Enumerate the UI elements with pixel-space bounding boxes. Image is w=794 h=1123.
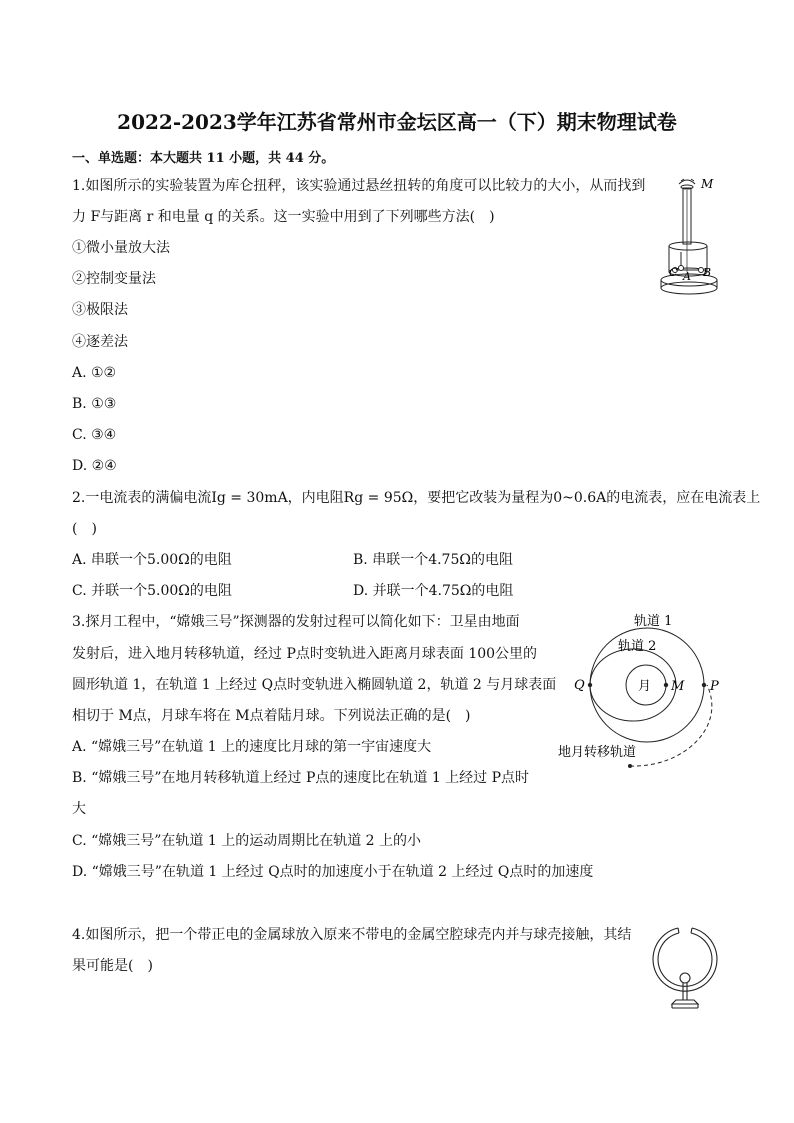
label-m: M (671, 679, 685, 694)
label-q: Q (574, 678, 585, 693)
q1-option-c: C. ③④ (72, 427, 117, 443)
transfer-start-point (628, 764, 632, 768)
q3-stem-line2: 发射后，进入地月转移轨道，经过 P点时变轨进入距离月球表面 100公里的 (72, 646, 538, 662)
fig-label-b: B (703, 266, 712, 279)
q1-option-b: B. ①③ (72, 396, 117, 412)
q1-option-a: A. ①② (72, 365, 117, 381)
hollow-sphere-figure (648, 922, 722, 1014)
q2-option-d: D. 并联一个4.75Ω的电阻 (353, 583, 514, 599)
point-q (588, 683, 592, 687)
lunar-orbit-figure (552, 608, 732, 778)
q3-option-b-line2: 大 (72, 801, 86, 817)
q4-stem-line1: 4.如图所示，把一个带正电的金属球放入原来不带电的金属空腔球壳内并与球壳接触，其结 (72, 927, 632, 943)
q1-option-d: D. ②④ (72, 458, 117, 474)
orbit-1-label: 轨道 1 (634, 614, 673, 629)
q3-stem-line1: 3.探月工程中，“嫦娥三号”探测器的发射过程可以简化如下：卫星由地面 (72, 614, 520, 630)
section-heading: 一、单选题：本大题共 11 小题，共 44 分。 (72, 151, 335, 166)
fig-label-c: C (669, 266, 678, 279)
q1-method-1: ①微小量放大法 (72, 240, 170, 256)
q1-method-3: ③极限法 (72, 302, 128, 318)
orbit-2 (590, 649, 676, 721)
q1-method-2: ②控制变量法 (72, 271, 156, 287)
q1-stem-line1: 1.如图所示的实验装置为库仑扭秤，该实验通过悬丝扭转的角度可以比较力的大小，从而找到 (72, 178, 646, 194)
q2-option-a: A. 串联一个5.00Ω的电阻 (72, 552, 232, 568)
q3-stem-line3: 圆形轨道 1，在轨道 1 上经过 Q点时变轨进入椭圆轨道 2，轨道 2 与月球表面 (72, 677, 557, 693)
q1-method-4: ④逐差法 (72, 334, 128, 350)
q2-option-c: C. 并联一个5.00Ω的电阻 (72, 583, 232, 599)
torsion-balance-figure (655, 172, 735, 306)
q1-stem-line2: 力 F与距离 r 和电量 q 的关系。这一实验中用到了下列哪些方法( ) (72, 209, 495, 225)
q2-stem-line2: ( ) (72, 521, 97, 537)
q2-stem-line1: 2.一电流表的满偏电流Ig = 30mA，内电阻Rg = 95Ω，要把它改装为量程为0~0.6A的电流表，应在电流表上 (72, 490, 761, 506)
q2-option-b: B. 串联一个4.75Ω的电阻 (353, 552, 513, 568)
q3-option-c: C. “嫦娥三号”在轨道 1 上的运动周期比在轨道 2 上的小 (72, 833, 422, 849)
q3-option-d: D. “嫦娥三号”在轨道 1 上经过 Q点时的加速度小于在轨道 2 上经过 Q点时的加速度 (72, 864, 594, 880)
q4-stem-line2: 果可能是( ) (72, 958, 153, 974)
fig-label-m: M (701, 177, 714, 191)
orbit-2-label: 轨道 2 (618, 639, 657, 654)
q3-option-a: A. “嫦娥三号”在轨道 1 上的速度比月球的第一宇宙速度大 (72, 739, 432, 755)
point-p (702, 683, 706, 687)
label-p: P (710, 679, 719, 694)
label-moon: 月 (638, 679, 652, 694)
fig-label-a: A (683, 270, 691, 283)
page-title: 2022-2023学年江苏省常州市金坛区高一（下）期末物理试卷 (117, 110, 677, 134)
q3-stem-line4: 相切于 M点，月球车将在 M点着陆月球。下列说法正确的是( ) (72, 708, 471, 724)
point-m (664, 683, 668, 687)
q3-option-b-line1: B. “嫦娥三号”在地月转移轨道上经过 P点的速度比在轨道 1 上经过 P点时 (72, 770, 530, 786)
transfer-orbit-label: 地月转移轨道 (558, 745, 637, 760)
transfer-orbit (630, 685, 712, 766)
